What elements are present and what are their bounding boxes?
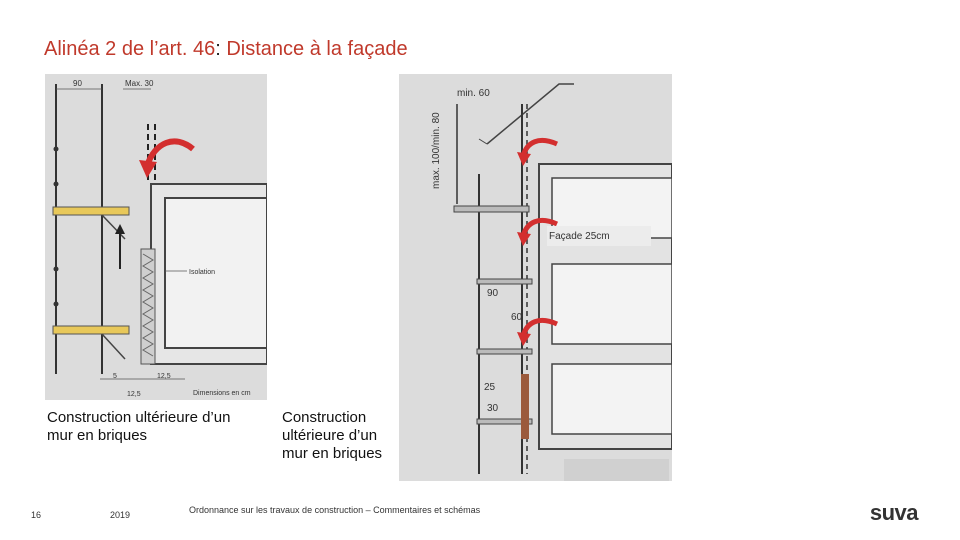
label-isolation: Isolation [189, 269, 216, 276]
dim-25: 25 [484, 382, 496, 393]
caption-left: Construction ultérieure d’un mur en briques [47, 409, 231, 444]
dim-30: 30 [487, 403, 499, 414]
dim-90-left: 90 [73, 79, 82, 88]
title-rest: Distance à la façade [220, 38, 408, 60]
dim-12-5-b: 12,5 [127, 391, 141, 398]
dim-12-5-a: 12,5 [157, 373, 171, 380]
dim-90-right: 90 [487, 288, 499, 299]
dim-min60: min. 60 [457, 88, 490, 99]
dim-60: 60 [511, 312, 523, 323]
dim-5: 5 [113, 373, 117, 380]
caption-right: Construction ultérieure d’un mur en briques [282, 409, 383, 462]
dim-max30: Max. 30 [125, 79, 154, 88]
left-diagram [45, 74, 267, 400]
title-main: Alinéa 2 de l’art. 46 [44, 38, 216, 60]
slide-title [44, 38, 408, 61]
units-note: Dimensions en cm [193, 390, 251, 397]
footer-year: 2019 [110, 510, 131, 520]
footer-source: Ordonnance sur les travaux de construction – Commentaires et schémas [189, 505, 481, 515]
suva-logo: suva [869, 500, 918, 525]
title-colon: : [215, 38, 221, 60]
page-number: 16 [31, 510, 42, 520]
right-diagram [399, 74, 672, 481]
dim-vertical: max. 100/min. 80 [431, 112, 442, 189]
label-facade: Façade 25cm [549, 231, 610, 242]
